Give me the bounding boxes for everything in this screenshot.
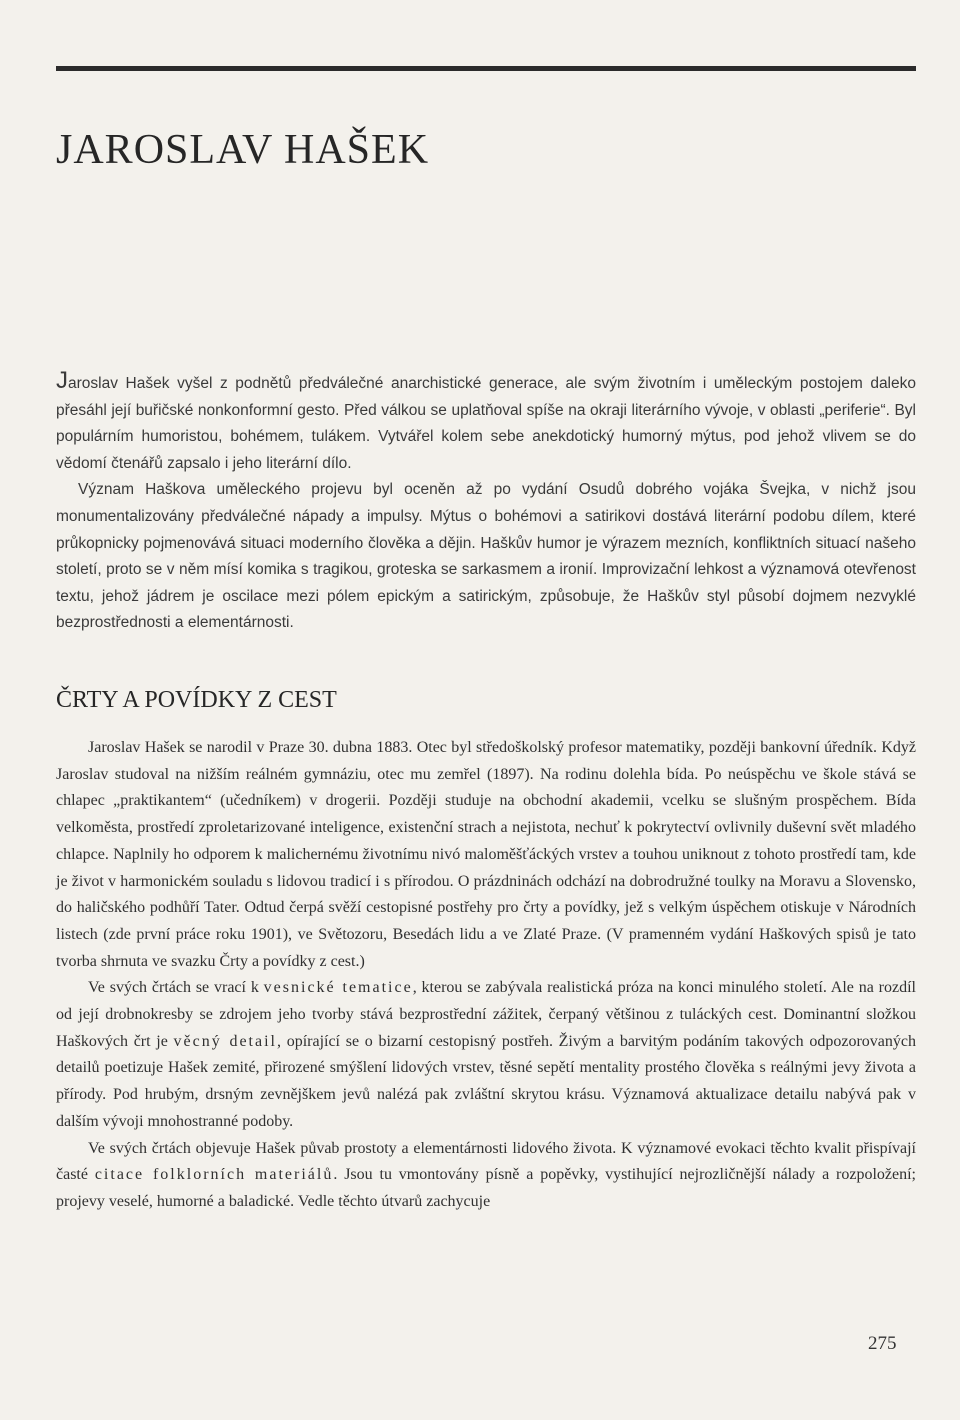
section-heading: ČRTY A POVÍDKY Z CEST — [56, 687, 337, 713]
section-paragraph-2-part-b: , kterou se zabývala realistická próza na konci minulého století. Ale na rozdíl od její drobnokresby se zdrojem jeho tvorby stává bezprostřední zážitek, čerpaný většinou z tuláckých cest. Dominantní složkou Haškových črt je — [56, 979, 916, 1050]
emphasis-vesnicke-tematice: vesnické tematice — [263, 979, 413, 997]
page-number: 275 — [868, 1333, 897, 1354]
section-paragraph-3 — [56, 1136, 916, 1216]
drop-cap: J — [56, 367, 68, 394]
section-paragraph-3-part-a: Ve svých črtách objevuje Hašek půvab prostoty a elementárnosti lidového života. K významové evokaci těchto kvalit přispívají časté — [56, 1139, 916, 1184]
section-paragraph-2 — [56, 975, 916, 1135]
section-paragraph-1: Jaroslav Hašek se narodil v Praze 30. dubna 1883. Otec byl středoškolský profesor matematiky, později bankovní úředník. Když Jaroslav studoval na nižším reálném gymnáziu, otec mu zemřel (1897). Na rodinu dolehla bída. Po neúspěchu ve škole stává se chlapec „praktikantem“ (učedníkem) v drogerii. Později studuje na obchodní akademii, vcelku se slušným prospěchem. Bída velkoměsta, prostředí zproletarizované inteligence, existenční strach a nejistota, nechuť k pokrytectví ovlivnily duševní svět mladého chlapce. Naplnily ho odporem k malichernému životnímu nivó maloměšťáckých vrstev a touhou uniknout z tohoto prostředí tam, kde je život v harmonickém souladu s lidovou tradicí i s přírodou. O prázdninách odchází na dobrodružné toulky na Moravu a Slovensko, do haličského podhůří Tater. Odtud čerpá svěží cestopisné postřehy pro črty a povídky, jež s velkým úspěchem otiskuje v Národních listech (zde první práce roku 1901), ve Světozoru, Besedách lidu a ve Zlaté Praze. (V pramenném vydání Haškových spisů je tato tvorba shrnuta ve svazku Črty a povídky z cest.) — [56, 739, 916, 970]
top-rule — [56, 66, 916, 71]
section-paragraph-2-part-c: , opírající se o bizarní cestopisný postřeh. Živým a barvitým podáním takových odpozorovaných detailů poetizuje Hašek zemité, přirozené smýšlení lidových vrstev, těsné sepětí mentality prostého člověka s reálnými jevy života a přírody. Pod hrubým, drsným zevnějškem jevů nalézá pak zvláštní skrytou krásu. Významová aktualizace detailu nabývá pak v dalším vývoji mnohostranné podoby. — [56, 1032, 916, 1130]
emphasis-vecny-detail: věcný detail — [173, 1032, 277, 1050]
emphasis-citace-folklornich-materialu: citace folklorních materiálů — [94, 1166, 334, 1184]
section-body — [56, 735, 916, 1216]
intro-paragraph-1 — [56, 367, 916, 477]
section-paragraph-2-part-a: Ve svých črtách se vrací k — [88, 979, 264, 997]
intro-paragraph-2: Význam Haškova uměleckého projevu byl oceněn až po vydání Osudů dobrého vojáka Švejka, v nichž jsou monumentalizovány předválečné nápady a impulsy. Mýtus o bohémovi a satirikovi dostává literární podobu dílem, které průkopnicky pojmenovává situaci moderního člověka a dějin. Haškův humor je výrazem mezních, konfliktních situací našeho století, proto se v něm mísí komika s tragikou, groteska se sarkasmem a ironií. Improvizační lehkost a významová otevřenost textu, jehož jádrem je oscilace mezi pólem epickým a satirickým, způsobuje, že Haškův styl působí dojmem nezvyklé bezprostřednosti a elementárnosti. — [56, 481, 916, 632]
section-paragraph-3-part-b: . Jsou tu vmontovány písně a popěvky, vystihující nejrozličnější nálady a rozpoložení; projevy veselé, humorné a baladické. Vedle těchto útvarů zachycuje — [56, 1166, 916, 1210]
intro-text — [56, 367, 916, 637]
intro-paragraph-1-text: aroslav Hašek vyšel z podnětů předválečné anarchistické generace, ale svým životním i uměleckým postojem daleko přesáhl její buřičské nonkonformní gesto. Před válkou se uplatňoval spíše na okraji literárního vývoje, v oblasti „periferie“. Byl populárním humoristou, bohémem, tulákem. Vytvářel kolem sebe anekdotický humorný mýtus, pod jehož vlivem se do vědomí čtenářů zapsalo i jeho literární dílo. — [56, 375, 916, 472]
chapter-title: JAROSLAV HAŠEK — [56, 127, 430, 173]
